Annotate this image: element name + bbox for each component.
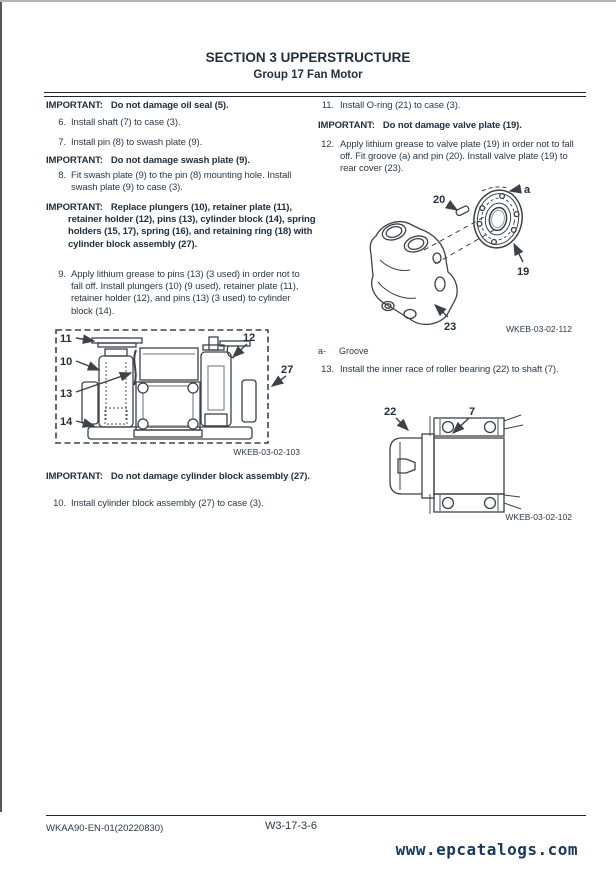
important-text: Do not damage valve plate (19). — [382, 120, 522, 131]
figure-caption-103: WKEB-03-02-103 — [233, 447, 300, 457]
figure-arrows — [435, 189, 523, 317]
step-text: Install pin (8) to swash plate (9). — [71, 137, 203, 148]
step-number: 11. — [321, 100, 334, 111]
step-8 — [46, 170, 303, 194]
figure-caption-102: WKEB-03-02-102 — [505, 512, 572, 522]
part-label-22: 22 — [384, 406, 397, 418]
important-label: IMPORTANT: — [318, 120, 375, 131]
important-label: IMPORTANT: — [46, 100, 103, 111]
important-swash-plate — [46, 155, 326, 167]
rear-cover-linework — [370, 186, 526, 324]
part-label-23: 23 — [444, 321, 457, 333]
scan-edge-top — [0, 0, 616, 2]
step-6 — [46, 117, 303, 129]
step-number: 12. — [321, 139, 334, 150]
rear-cover-drawing — [318, 182, 586, 334]
legend-key: a- — [318, 346, 327, 356]
step-text: Install O-ring (21) to case (3). — [340, 100, 461, 111]
important-replace-parts — [46, 202, 326, 251]
step-number: 7. — [58, 137, 66, 148]
part-label-7: 7 — [469, 406, 476, 418]
figure-caption-112: WKEB-03-02-112 — [506, 324, 572, 334]
section-title: SECTION 3 UPPERSTRUCTURE — [205, 50, 411, 65]
step-number: 9. — [58, 269, 66, 280]
step-text: Apply lithium grease to valve plate (19) in order not to fall off. Fit groove (a) and pin (20). Install valve plate (19) to rear cover (23). — [340, 139, 574, 175]
figure-cylinder-block-assembly — [46, 328, 306, 455]
step-text: Install shaft (7) to case (3). — [71, 117, 181, 128]
cylinder-block-linework — [82, 337, 256, 439]
important-label: IMPORTANT: — [46, 155, 103, 166]
step-text: Apply lithium grease to pins (13) (3 used) in order not to fall off. Install plungers (10) (9 used), retainer plate (11), retainer holder (12), and pins (13) (3 used) to cylinder block (14). — [71, 269, 300, 317]
important-text: Do not damage swash plate (9). — [110, 155, 250, 166]
step-text: Install cylinder block assembly (27) to case (3). — [71, 498, 264, 509]
step-number: 8. — [58, 170, 66, 181]
part-label-12: 12 — [243, 332, 256, 344]
legend-value: Groove — [339, 346, 369, 356]
header-rule-top — [44, 92, 586, 93]
important-text: Do not damage oil seal (5). — [110, 100, 229, 111]
part-label-10: 10 — [60, 356, 73, 368]
scan-edge-left — [0, 2, 2, 812]
part-label-19: 19 — [517, 266, 530, 278]
step-7 — [46, 137, 303, 149]
step-9 — [46, 269, 303, 318]
part-label-13: 13 — [60, 388, 73, 400]
step-11 — [318, 100, 586, 112]
step-number: 13. — [321, 364, 334, 375]
part-label-11: 11 — [60, 333, 72, 345]
shaft-drawing — [340, 398, 586, 516]
group-title: Group 17 Fan Motor — [253, 69, 363, 81]
step-number: 6. — [58, 117, 66, 128]
part-label-20: 20 — [433, 194, 446, 206]
part-label-27: 27 — [281, 364, 294, 376]
cylinder-block-drawing — [46, 328, 306, 450]
important-text: Do not damage cylinder block assembly (27). — [110, 471, 310, 482]
important-valve-plate — [318, 120, 608, 132]
valve-plate-rings — [469, 186, 526, 251]
header-rule-bottom — [44, 96, 586, 97]
step-text: Fit swash plate (9) to the pin (8) mounting hole. Install swash plate (9) to case (3). — [71, 170, 292, 194]
figure-shaft-bearing — [340, 398, 586, 521]
page-number: W3-17-3-6 — [265, 820, 317, 832]
part-label-14: 14 — [60, 416, 73, 428]
step-10 — [46, 498, 303, 510]
document-code: WKAA90-EN-01(20220830) — [46, 823, 164, 834]
figure-rear-cover-valve-plate — [318, 182, 586, 339]
important-label: IMPORTANT: — [46, 471, 103, 482]
important-cylinder-block — [46, 471, 326, 483]
watermark-url: www.epcatalogs.com — [395, 840, 578, 859]
step-number: 10. — [53, 498, 66, 509]
step-13 — [318, 364, 586, 376]
important-label: IMPORTANT: — [46, 202, 103, 213]
important-oil-seal — [46, 100, 326, 112]
part-label-a: a — [524, 184, 531, 196]
step-12 — [318, 139, 586, 176]
step-text: Install the inner race of roller bearing (22) to shaft (7). — [340, 364, 559, 375]
legend-groove — [318, 346, 369, 356]
figure-arrows — [396, 418, 469, 433]
footer-rule — [46, 815, 586, 816]
important-text: Replace plungers (10), retainer plate (11), retainer holder (12), pins (13), cylinder block (14), spring holders (15, 17), spring (16), and retaining ring (18) with cylinder block assembly (27). — [68, 202, 316, 250]
